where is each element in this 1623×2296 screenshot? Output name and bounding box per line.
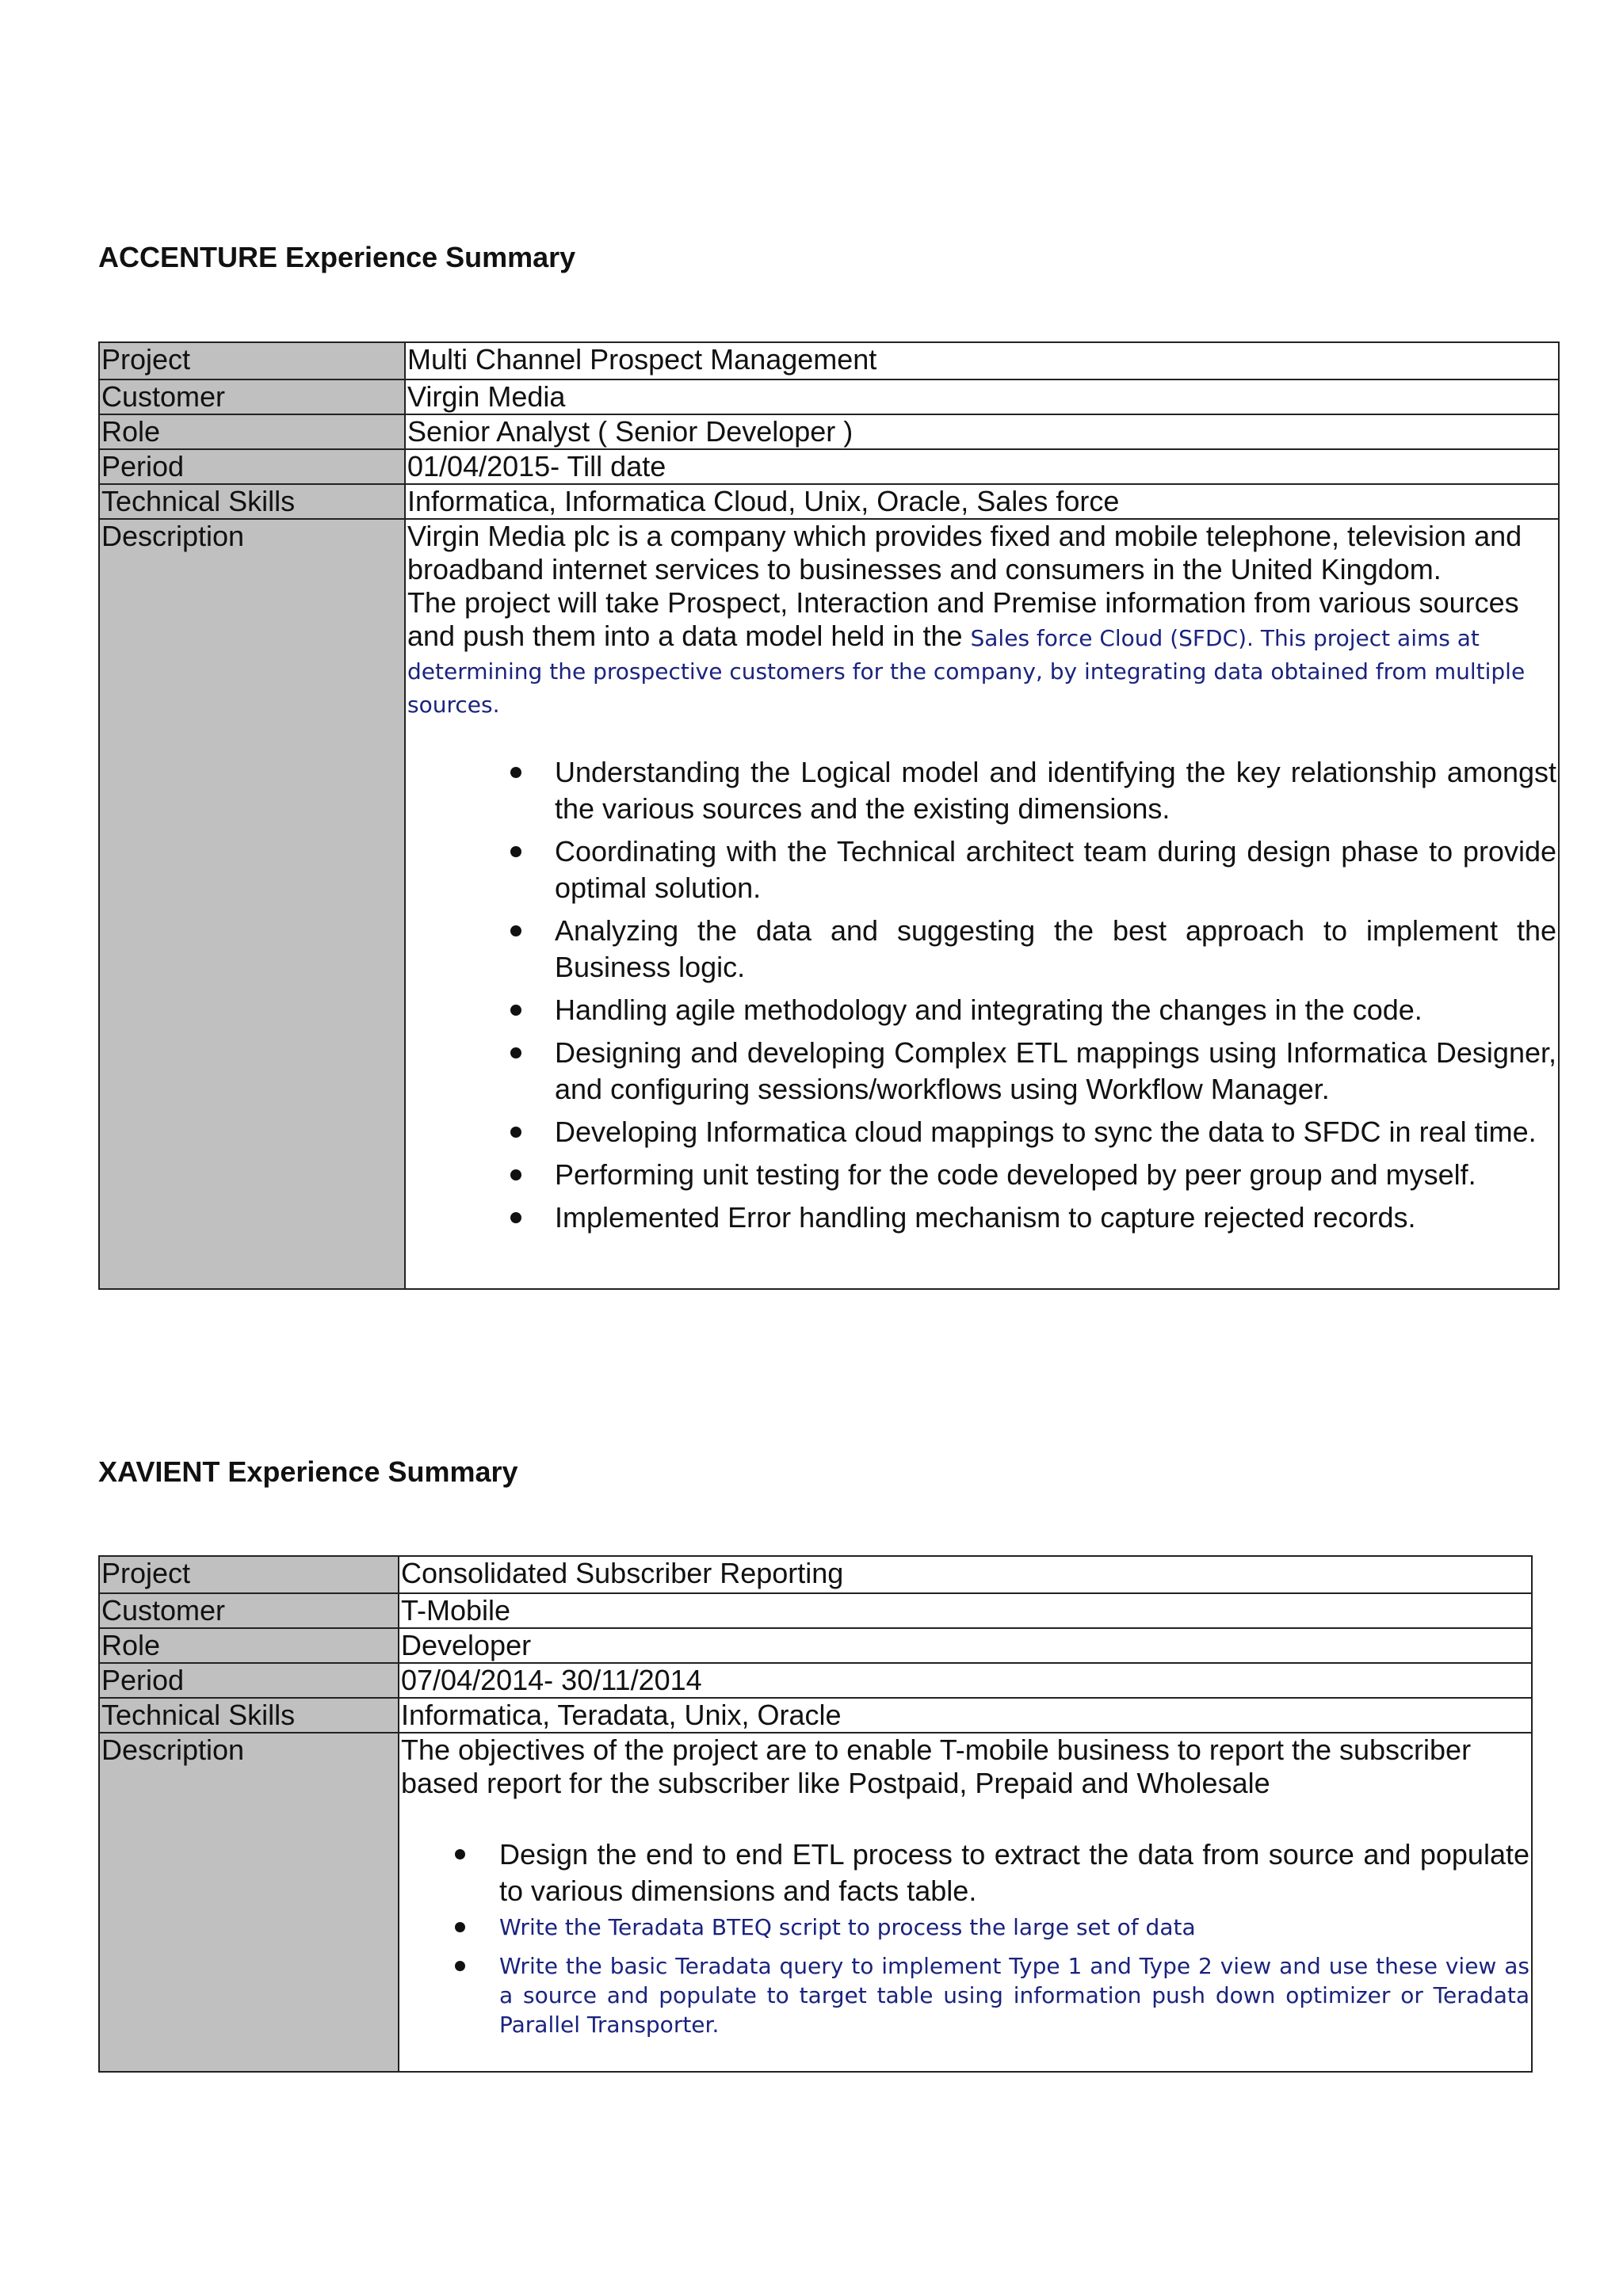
table-row-role bbox=[99, 1628, 1532, 1663]
value-customer: T-Mobile bbox=[399, 1593, 1532, 1628]
label-role: Role bbox=[99, 414, 405, 449]
list-item bbox=[555, 1199, 1556, 1236]
bullet-icon bbox=[455, 1922, 465, 1932]
description-paragraph bbox=[407, 586, 1556, 719]
list-item bbox=[555, 913, 1556, 986]
table-row-technical-skills bbox=[99, 484, 1559, 519]
description-paragraph-text: The project will take Prospect, Interaction and Premise information from various sources and push them into a data model held in the bbox=[407, 586, 1519, 652]
list-item bbox=[555, 754, 1556, 827]
table-row-description bbox=[99, 1733, 1532, 2072]
value-project: Multi Channel Prospect Management bbox=[405, 342, 1559, 379]
table-row-project bbox=[99, 1556, 1532, 1593]
label-description: Description bbox=[99, 519, 405, 1289]
bullet-icon bbox=[510, 1047, 521, 1058]
value-project: Consolidated Subscriber Reporting bbox=[399, 1556, 1532, 1593]
list-item-text: Coordinating with the Technical architect team during design phase to provide optimal solution. bbox=[555, 835, 1556, 904]
list-item-text: Designing and developing Complex ETL mappings using Informatica Designer, and configuring sessions/workflows using Workflow Manager. bbox=[555, 1036, 1556, 1105]
list-item-text: Implemented Error handling mechanism to capture rejected records. bbox=[555, 1201, 1416, 1234]
responsibility-list bbox=[499, 1836, 1529, 2039]
list-item bbox=[555, 1035, 1556, 1108]
bullet-icon bbox=[455, 1961, 465, 1971]
value-description bbox=[399, 1733, 1532, 2072]
list-item-text: Write the basic Teradata query to implement Type 1 and Type 2 view and use these view as a source and populate to target table using information push down optimizer or Teradata Parallel Transporter. bbox=[499, 1953, 1529, 2038]
table-row-project bbox=[99, 342, 1559, 379]
bullet-icon bbox=[510, 1005, 521, 1016]
table-row-period bbox=[99, 449, 1559, 484]
table-row-description bbox=[99, 519, 1559, 1289]
value-role: Senior Analyst ( Senior Developer ) bbox=[405, 414, 1559, 449]
bullet-icon bbox=[510, 925, 521, 936]
table-row-customer bbox=[99, 379, 1559, 414]
value-technical-skills: Informatica, Teradata, Unix, Oracle bbox=[399, 1698, 1532, 1733]
value-customer: Virgin Media bbox=[405, 379, 1559, 414]
list-item-text: Developing Informatica cloud mappings to sync the data to SFDC in real time. bbox=[555, 1116, 1537, 1148]
value-period: 07/04/2014- 30/11/2014 bbox=[399, 1663, 1532, 1698]
label-customer: Customer bbox=[99, 379, 405, 414]
list-item bbox=[499, 1951, 1529, 2039]
label-customer: Customer bbox=[99, 1593, 399, 1628]
list-item bbox=[499, 1836, 1529, 1909]
label-role: Role bbox=[99, 1628, 399, 1663]
xavient-section-title: XAVIENT Experience Summary bbox=[98, 1455, 518, 1488]
table-row-period bbox=[99, 1663, 1532, 1698]
value-role: Developer bbox=[399, 1628, 1532, 1663]
list-item-text: Analyzing the data and suggesting the best approach to implement the Business logic. bbox=[555, 914, 1556, 983]
value-period: 01/04/2015- Till date bbox=[405, 449, 1559, 484]
list-item bbox=[499, 1913, 1529, 1942]
list-item bbox=[555, 833, 1556, 906]
accenture-experience-table bbox=[98, 341, 1560, 1290]
table-row-role bbox=[99, 414, 1559, 449]
label-technical-skills: Technical Skills bbox=[99, 1698, 399, 1733]
list-item-text: Performing unit testing for the code developed by peer group and myself. bbox=[555, 1158, 1476, 1191]
list-item-text: Understanding the Logical model and identifying the key relationship amongst the various sources and the existing dimensions. bbox=[555, 756, 1556, 825]
label-period: Period bbox=[99, 1663, 399, 1698]
bullet-icon bbox=[510, 1127, 521, 1138]
list-item-text: Design the end to end ETL process to extract the data from source and populate to various dimensions and facts table. bbox=[499, 1838, 1529, 1907]
bullet-icon bbox=[510, 1212, 521, 1223]
description-intro: The objectives of the project are to enable T-mobile business to report the subscriber based report for the subscriber like Postpaid, Prepaid and Wholesale bbox=[401, 1733, 1472, 1799]
label-project: Project bbox=[99, 1556, 399, 1593]
description-paragraph-blue: Sales force Cloud (SFDC). This project aims at determining the prospective customers for the company, by integrating data obtained from multiple sources. bbox=[407, 625, 1526, 718]
label-technical-skills: Technical Skills bbox=[99, 484, 405, 519]
list-item bbox=[555, 1114, 1556, 1150]
accenture-section-title: ACCENTURE Experience Summary bbox=[98, 241, 576, 273]
bullet-icon bbox=[510, 767, 521, 778]
list-item bbox=[555, 992, 1556, 1028]
label-period: Period bbox=[99, 449, 405, 484]
bullet-icon bbox=[455, 1849, 465, 1859]
table-row-technical-skills bbox=[99, 1698, 1532, 1733]
label-description: Description bbox=[99, 1733, 399, 2072]
xavient-experience-table bbox=[98, 1555, 1533, 2073]
table-row-customer bbox=[99, 1593, 1532, 1628]
bullet-icon bbox=[510, 1169, 521, 1180]
value-technical-skills: Informatica, Informatica Cloud, Unix, Oracle, Sales force bbox=[405, 484, 1559, 519]
bullet-icon bbox=[510, 846, 521, 857]
label-project: Project bbox=[99, 342, 405, 379]
value-description bbox=[405, 519, 1559, 1289]
list-item-text: Write the Teradata BTEQ script to process the large set of data bbox=[499, 1914, 1196, 1940]
responsibility-list bbox=[555, 754, 1556, 1236]
list-item bbox=[555, 1157, 1556, 1193]
description-intro: Virgin Media plc is a company which provides fixed and mobile telephone, television and broadband internet services to businesses and consumers in the United Kingdom. bbox=[407, 520, 1522, 585]
list-item-text: Handling agile methodology and integrating the changes in the code. bbox=[555, 994, 1423, 1026]
